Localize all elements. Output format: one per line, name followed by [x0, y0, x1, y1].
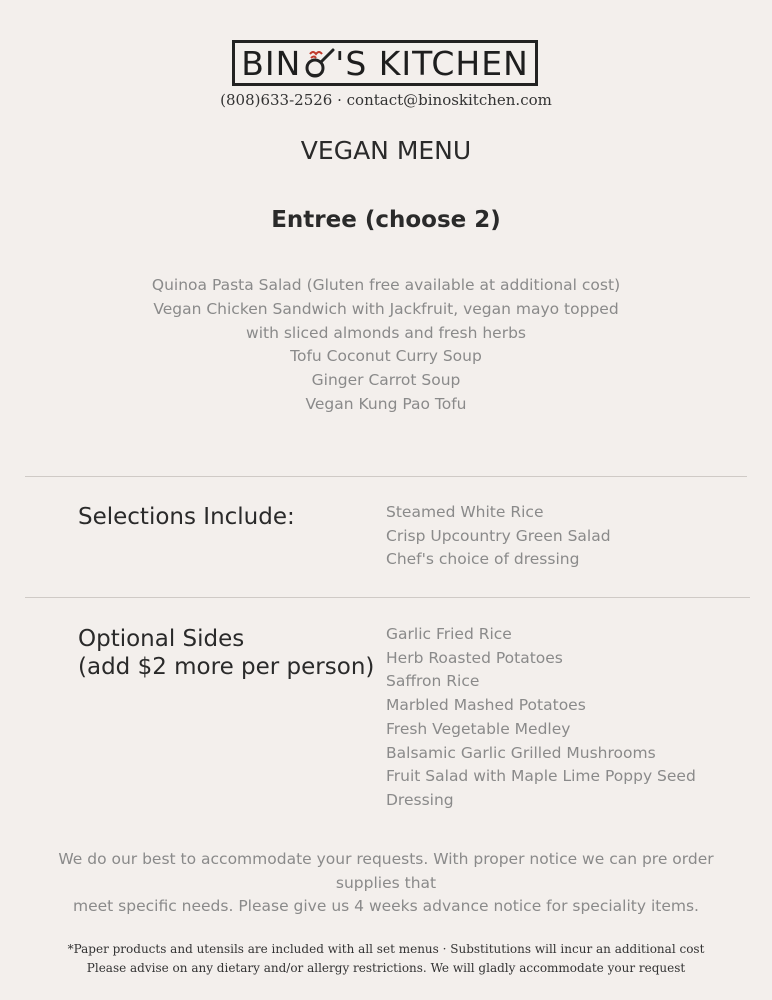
side-item: Garlic Fried Rice: [386, 625, 512, 643]
notice-line: We do our best to accommodate your requests. With proper notice we can pre order supplies that: [58, 850, 714, 892]
brand-logo: [232, 40, 538, 86]
footnote-line: *Paper products and utensils are included with all set menus · Substitutions will incur an additional cost: [67, 942, 705, 956]
entree-list: [0, 274, 772, 417]
advance-notice: [30, 848, 742, 919]
side-item: Herb Roasted Potatoes: [386, 648, 563, 667]
selection-item: Chef's choice of dressing: [386, 550, 580, 569]
optional-sides-label: [78, 625, 374, 681]
side-item: Fresh Vegetable Medley: [386, 719, 571, 738]
section-divider: [25, 476, 747, 477]
entree-item: Vegan Chicken Sandwich with Jackfruit, vegan mayo topped: [153, 299, 619, 318]
footnote: [0, 940, 772, 978]
entree-item: Vegan Kung Pao Tofu: [305, 394, 467, 413]
entree-item: with sliced almonds and fresh herbs: [246, 323, 526, 342]
entree-item: Ginger Carrot Soup: [311, 371, 461, 390]
menu-title: VEGAN MENU: [300, 136, 472, 165]
side-item: Balsamic Garlic Grilled Mushrooms: [386, 743, 656, 762]
selections-label: Selections Include:: [78, 504, 295, 530]
chef-cooking-pan-icon: [301, 46, 335, 80]
logo-text-right: 'S KITCHEN: [335, 43, 529, 83]
section-divider: [25, 597, 750, 598]
optional-sides-list: [386, 623, 716, 813]
entree-heading: Entree (choose 2): [271, 207, 501, 233]
side-item: Fruit Salad with Maple Lime Poppy Seed: [386, 767, 696, 786]
side-item: Saffron Rice: [386, 672, 480, 691]
logo-text-left: BIN: [241, 43, 302, 83]
entree-item: Quinoa Pasta Salad (Gluten free available at additional cost): [151, 276, 621, 294]
entree-item: Tofu Coconut Curry Soup: [290, 347, 482, 366]
selection-item: Steamed White Rice: [386, 503, 544, 521]
contact-line: (808)633-2526 · contact@binoskitchen.com: [220, 91, 552, 109]
selections-list: [386, 501, 716, 572]
optional-sides-price-note: (add $2 more per person): [78, 654, 375, 680]
side-item: Marbled Mashed Potatoes: [386, 696, 586, 715]
notice-line: meet specific needs. Please give us 4 weeks advance notice for speciality items.: [72, 897, 699, 915]
footnote-line: Please advise on any dietary and/or allergy restrictions. We will gladly accommodate your request: [86, 961, 686, 975]
optional-sides-title: Optional Sides: [78, 626, 245, 652]
selection-item: Crisp Upcountry Green Salad: [386, 526, 611, 545]
side-item: Dressing: [386, 790, 454, 809]
